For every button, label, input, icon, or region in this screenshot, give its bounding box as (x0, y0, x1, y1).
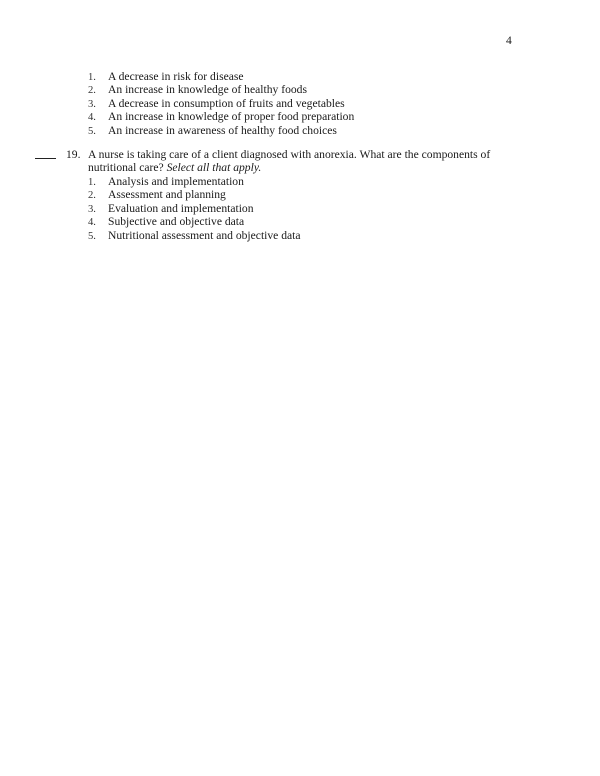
page-number: 4 (506, 34, 512, 47)
option-item (88, 97, 354, 110)
option-number: 3. (88, 98, 96, 110)
option-text: An increase in knowledge of healthy foods (108, 83, 307, 97)
option-text: Subjective and objective data (108, 215, 245, 229)
answer-blank (35, 158, 56, 159)
option-number: 4. (88, 112, 96, 124)
option-item (88, 70, 354, 83)
option-number: 4. (88, 217, 96, 229)
option-number: 3. (88, 203, 96, 215)
option-item (88, 229, 301, 242)
option-item (88, 175, 301, 188)
option-text: Analysis and implementation (108, 175, 244, 188)
option-number: 5. (88, 125, 96, 137)
option-text: Assessment and planning (108, 188, 226, 202)
option-text: Nutritional assessment and objective data (108, 228, 301, 242)
option-text: A decrease in risk for disease (108, 70, 244, 83)
option-text: Evaluation and implementation (108, 201, 254, 215)
option-item (88, 202, 301, 215)
option-item (88, 215, 301, 228)
question-text-line1: A nurse is taking care of a client diagnosed with anorexia. What are the components of (88, 148, 491, 161)
option-number: 5. (88, 230, 96, 242)
option-text: An increase in awareness of healthy food choices (108, 123, 337, 137)
question-19-options (88, 175, 301, 242)
question-text-line2: nutritional care? Select all that apply. (88, 161, 262, 175)
option-text: A decrease in consumption of fruits and vegetables (108, 96, 345, 110)
question-text (88, 148, 508, 175)
option-item (88, 83, 354, 96)
prev-question-options (88, 70, 354, 137)
option-text: An increase in knowledge of proper food preparation (108, 110, 355, 124)
question-instruction: Select all that apply. (166, 161, 262, 175)
option-number: 2. (88, 190, 96, 202)
option-item (88, 124, 354, 137)
option-number: 2. (88, 85, 96, 97)
option-item (88, 188, 301, 201)
question-number: 19. (66, 148, 81, 161)
option-number: 1. (88, 72, 96, 83)
option-number: 1. (88, 177, 96, 188)
option-item (88, 110, 354, 123)
